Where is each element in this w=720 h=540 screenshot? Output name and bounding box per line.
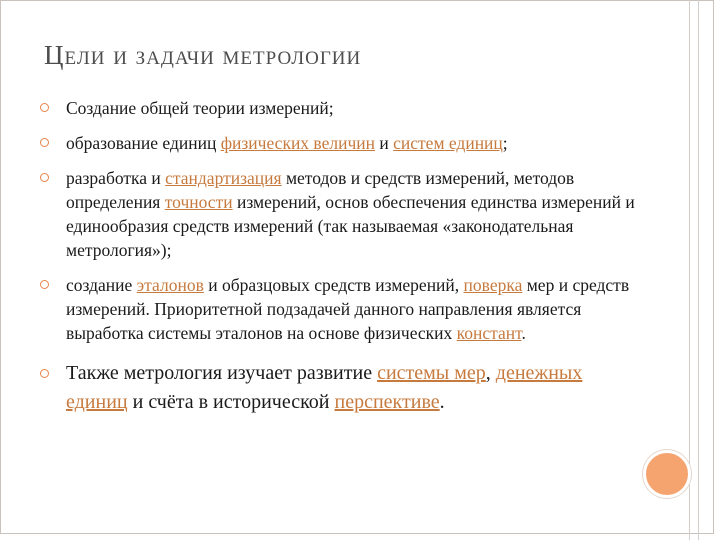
bullet-text: , — [485, 362, 496, 384]
term-link[interactable]: денежных единиц — [66, 362, 583, 413]
bullet-circle-icon — [40, 103, 49, 112]
bullet-circle-icon — [40, 369, 49, 378]
bullet-item — [40, 166, 640, 262]
bullet-text: и образцовых средств измерений, — [203, 275, 464, 295]
bullet-text: и счёта в исторической — [127, 391, 335, 413]
bullet-text: ; — [502, 133, 508, 153]
term-link[interactable]: поверка — [463, 275, 523, 295]
bullet-circle-icon — [40, 173, 49, 182]
bullet-text: методов и средств измерений, методов определения — [66, 168, 575, 212]
bullet-circle-icon — [40, 280, 49, 289]
term-link[interactable]: стандартизация — [165, 168, 282, 188]
bullet-item — [40, 96, 640, 120]
bullet-text: разработка и — [66, 168, 166, 188]
bullet-text: создание — [66, 275, 137, 295]
term-link[interactable]: точности — [164, 192, 233, 212]
bullet-text: Также метрология изучает развитие — [66, 362, 378, 384]
bullet-text: образование единиц — [66, 133, 221, 153]
bullet-list — [40, 96, 640, 428]
slide-title: Цели и задачи метрологии — [44, 40, 362, 70]
term-link[interactable]: систем единиц — [393, 133, 503, 153]
bullet-item — [40, 131, 640, 155]
term-link[interactable]: констант — [456, 323, 522, 343]
bullet-text: . — [521, 323, 526, 343]
bullet-item — [40, 359, 640, 417]
term-link[interactable]: эталонов — [136, 275, 204, 295]
decorative-side-bar — [689, 0, 699, 540]
term-link[interactable]: перспективе — [334, 391, 440, 413]
bullet-text: мер и средств измерений. Приоритетной подзадачей данного направления является выработка системы эталонов на основе физических — [66, 275, 630, 343]
bullet-text: и — [375, 133, 394, 153]
term-link[interactable]: системы мер — [377, 362, 486, 384]
term-link[interactable]: физических величин — [220, 133, 375, 153]
decorative-circle — [643, 450, 691, 498]
bullet-text: измерений, основ обеспечения единства измерений и единообразия средств измерений (так называемая «законодательная метрология»); — [66, 192, 635, 260]
bullet-text: Создание общей теории измерений; — [66, 98, 334, 118]
bullet-item — [40, 273, 640, 345]
bullet-text: . — [439, 391, 445, 413]
bullet-circle-icon — [40, 138, 49, 147]
